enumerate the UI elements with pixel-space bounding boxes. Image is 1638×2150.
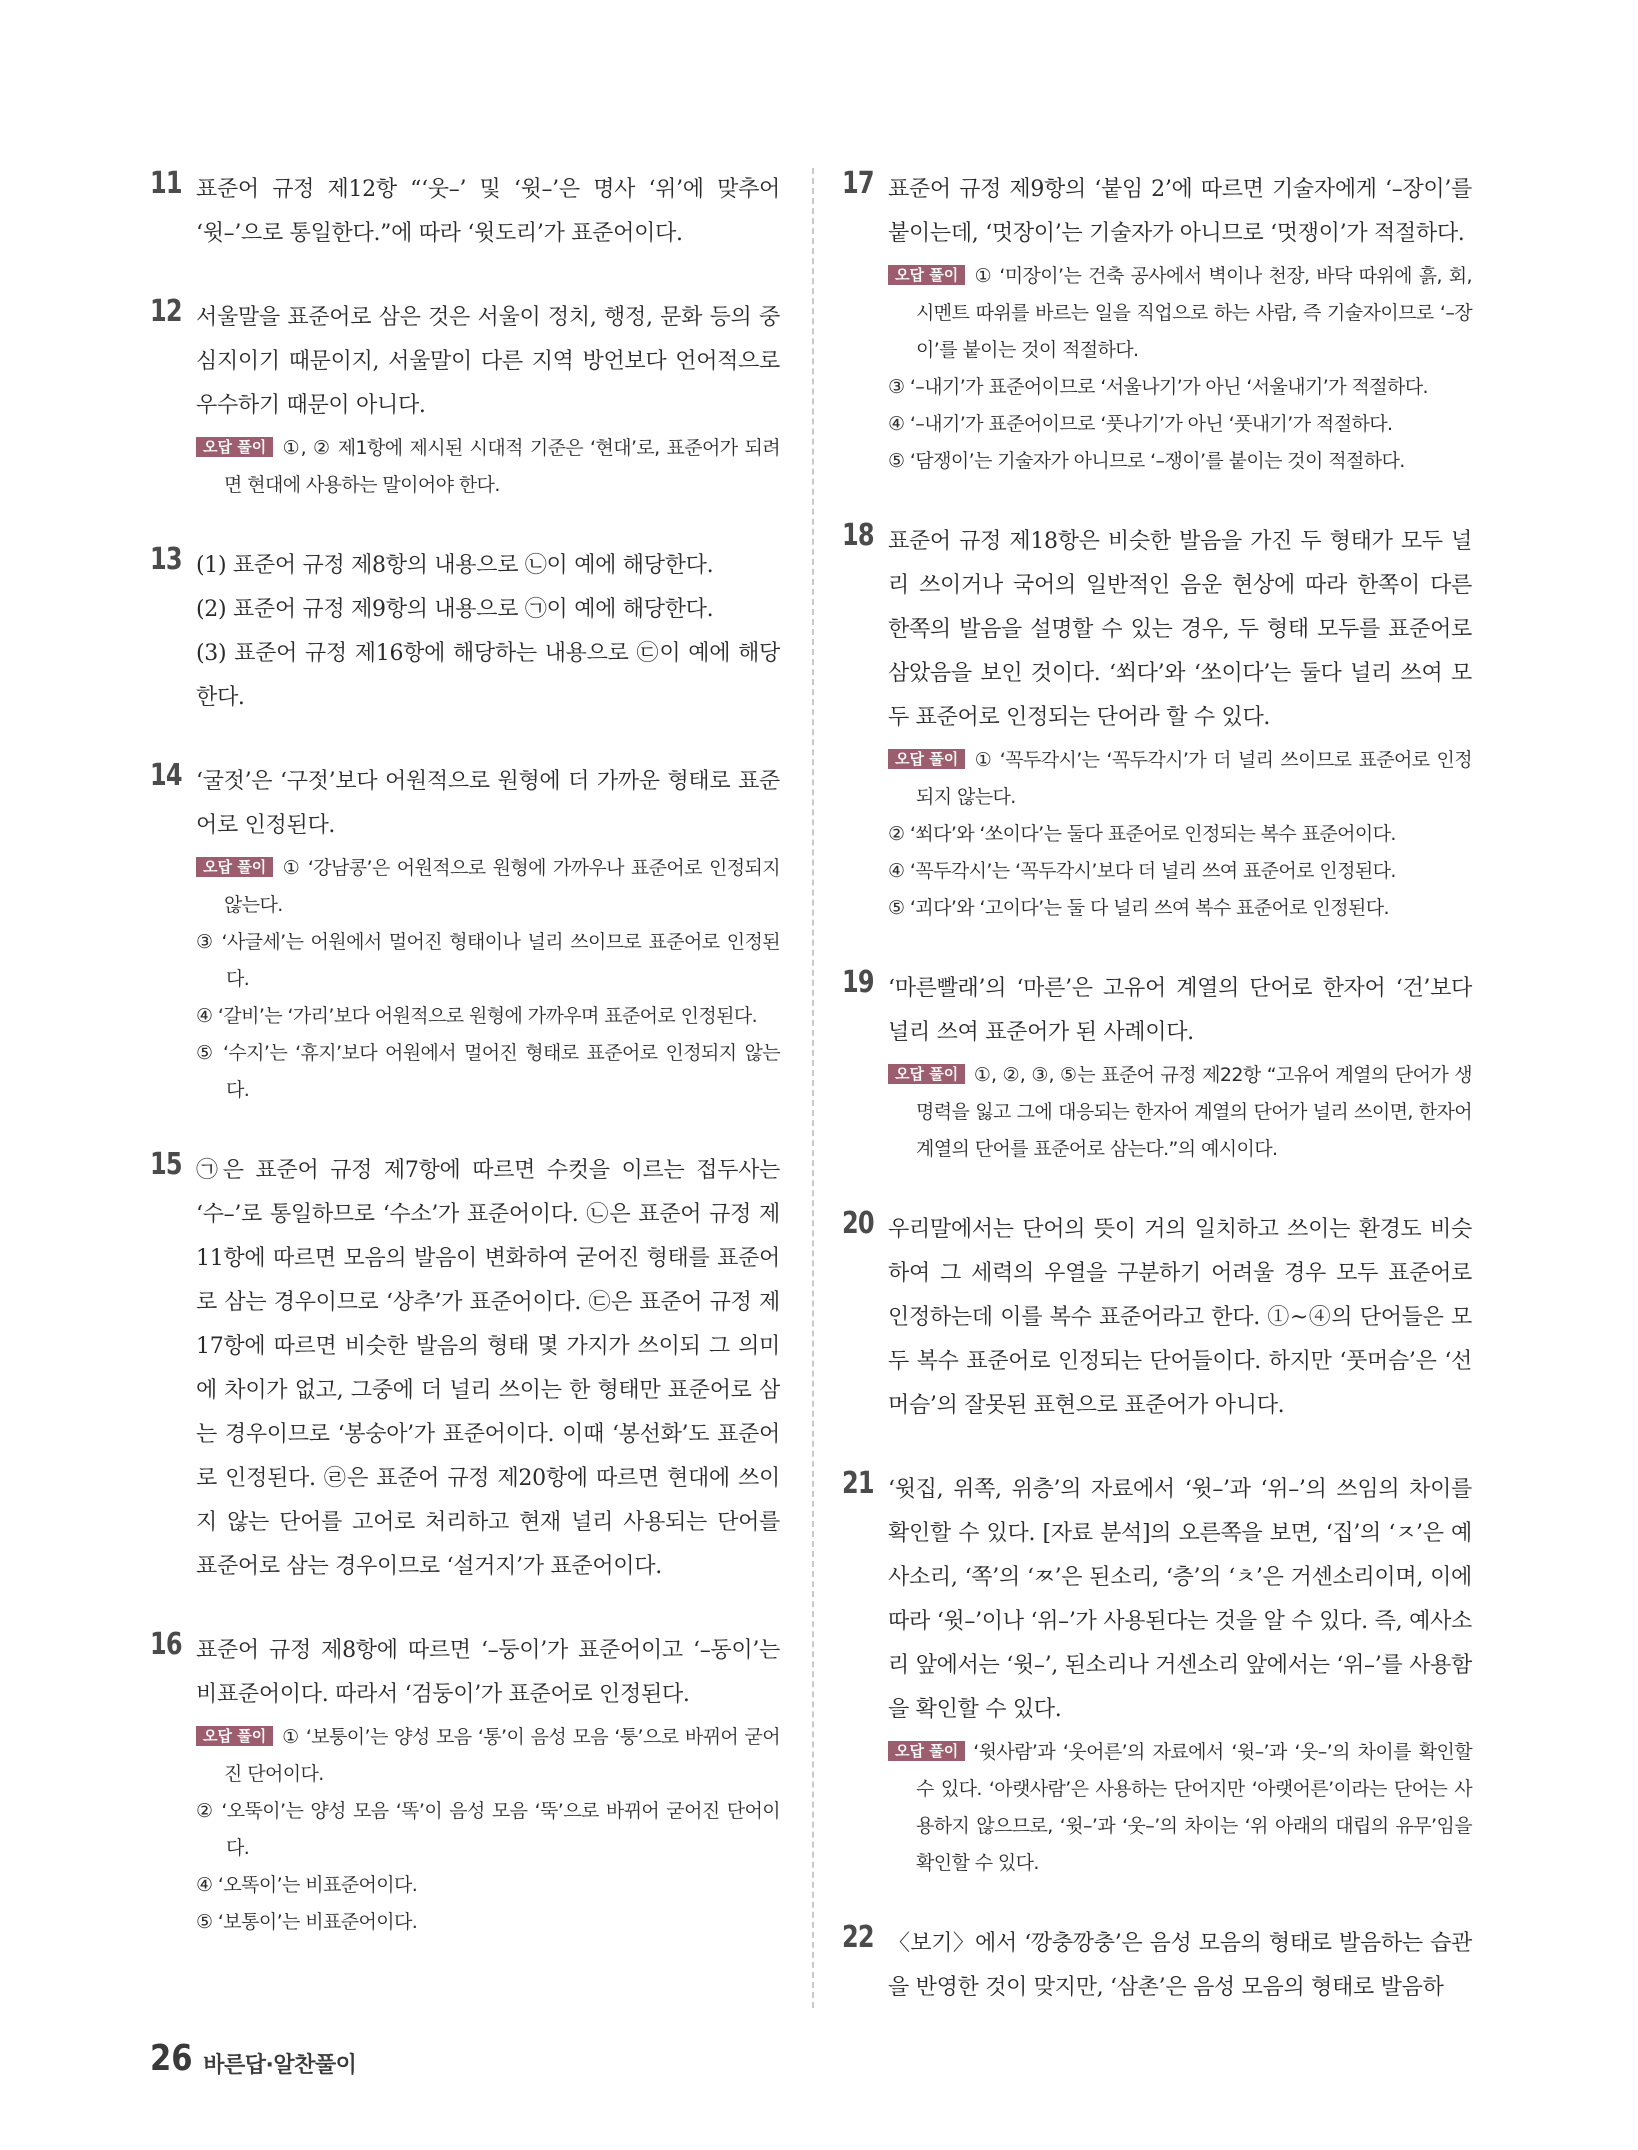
question-number: 12 bbox=[150, 294, 182, 329]
answer-text: 표준어 규정 제12항 “‘웃–’ 및 ‘윗–’은 명사 ‘위’에 맞추어 ‘윗–’으로 통일한다.”에 따라 ‘윗도리’가 표준어이다. bbox=[196, 177, 780, 246]
note-text: ④ ‘–내기’가 표준어이므로 ‘풋나기’가 아닌 ‘풋내기’가 적절하다. bbox=[888, 413, 1393, 435]
answer-text: 표준어 규정 제8항에 따르면 ‘–둥이’가 표준어이고 ‘–동이’는 비표준어이다. 따라서 ‘검둥이’가 표준어로 인정된다. bbox=[196, 1638, 780, 1707]
note-line bbox=[888, 369, 1472, 406]
answer-item-18 bbox=[842, 520, 1472, 927]
note-line bbox=[888, 1057, 1472, 1168]
note-text: ‘윗사람’과 ‘웃어른’의 자료에서 ‘윗–’과 ‘웃–’의 차이를 확인할 수 있다. ‘아랫사람’은 사용하는 단어지만 ‘아랫어른’이라는 단어는 사용하지 않으므로, ‘윗–’과 ‘웃–’의 차이는 ‘위 아래의 대립의 유무’임을 확인할 수 있다. bbox=[916, 1741, 1472, 1874]
answer-item-16 bbox=[150, 1629, 780, 1941]
answer-item-11 bbox=[150, 168, 780, 256]
wrong-answer-badge: 오답 풀이 bbox=[196, 857, 273, 877]
wrong-answer-notes bbox=[888, 258, 1472, 480]
note-text: ④ ‘오똑이’는 비표준어이다. bbox=[196, 1874, 418, 1896]
column-divider bbox=[812, 168, 814, 2008]
question-number: 16 bbox=[150, 1627, 182, 1662]
note-text: ④ ‘꼭두각시’는 ‘꼭두각시’보다 더 널리 쓰여 표준어로 인정된다. bbox=[888, 860, 1396, 882]
wrong-answer-badge: 오답 풀이 bbox=[888, 749, 965, 769]
note-text: ① ‘보퉁이’는 양성 모음 ‘통’이 음성 모음 ‘퉁’으로 바뀌어 굳어진 단어이다. bbox=[224, 1726, 780, 1785]
note-text: ⑤ ‘수지’는 ‘휴지’보다 어원에서 멀어진 형태로 표준어로 인정되지 않는다. bbox=[196, 1042, 780, 1101]
wrong-answer-notes bbox=[196, 1719, 780, 1941]
question-number: 22 bbox=[842, 1920, 874, 1955]
wrong-answer-badge: 오답 풀이 bbox=[196, 1726, 273, 1746]
answer-text: 〈보기〉에서 ‘깡충깡충’은 음성 모음의 형태로 발음하는 습관을 반영한 것이 맞지만, ‘삼촌’은 음성 모음의 형태로 발음하 bbox=[888, 1931, 1472, 2000]
answer-item-21 bbox=[842, 1468, 1472, 1882]
note-line bbox=[196, 924, 780, 998]
note-text: ⑤ ‘담쟁이’는 기술자가 아니므로 ‘–쟁이’를 붙이는 것이 적절하다. bbox=[888, 450, 1405, 472]
question-number: 21 bbox=[842, 1466, 874, 1501]
wrong-answer-notes bbox=[196, 430, 780, 504]
question-number: 17 bbox=[842, 166, 874, 201]
page-number: 26 bbox=[150, 2038, 193, 2079]
wrong-answer-notes bbox=[888, 1734, 1472, 1882]
note-line bbox=[888, 816, 1472, 853]
note-text: ① ‘강남콩’은 어원적으로 원형에 가까우나 표준어로 인정되지 않는다. bbox=[224, 857, 780, 916]
wrong-answer-notes bbox=[196, 850, 780, 1109]
answer-item-14 bbox=[150, 760, 780, 1109]
question-number: 20 bbox=[842, 1206, 874, 1241]
question-number: 19 bbox=[842, 965, 874, 1000]
answer-text: (1) 표준어 규정 제8항의 내용으로 ㉡이 예에 해당한다. (2) 표준어 규정 제9항의 내용으로 ㉠이 예에 해당한다. (3) 표준어 규정 제16항에 해당하는 내용으로 ㉢이 예에 해당한다. bbox=[196, 553, 780, 710]
note-line bbox=[888, 406, 1472, 443]
note-line bbox=[888, 258, 1472, 369]
answer-text: 서울말을 표준어로 삼은 것은 서울이 정치, 행정, 문화 등의 중심지이기 때문이지, 서울말이 다른 지역 방언보다 언어적으로 우수하기 때문이 아니다. bbox=[196, 305, 780, 418]
wrong-answer-notes bbox=[888, 1057, 1472, 1168]
note-line bbox=[888, 890, 1472, 927]
answer-item-22 bbox=[842, 1922, 1472, 2010]
question-number: 13 bbox=[150, 542, 182, 577]
answer-text: 우리말에서는 단어의 뜻이 거의 일치하고 쓰이는 환경도 비슷하여 그 세력의 우열을 구분하기 어려울 경우 모두 표준어로 인정하는데 이를 복수 표준어라고 한다. ①~④의 단어들은 모두 복수 표준어로 인정되는 단어들이다. 하지만 ‘풋머슴’은 ‘선머슴’의 잘못된 표현으로 표준어가 아니다. bbox=[888, 1217, 1472, 1418]
answer-item-20 bbox=[842, 1208, 1472, 1428]
question-number: 14 bbox=[150, 758, 182, 793]
note-text: ① ‘미장이’는 건축 공사에서 벽이나 천장, 바닥 따위에 흙, 회, 시멘트 따위를 바르는 일을 직업으로 하는 사람, 즉 기술자이므로 ‘–장이’를 붙이는 것이 적절하다. bbox=[916, 265, 1472, 361]
question-number: 15 bbox=[150, 1147, 182, 1182]
page-footer bbox=[150, 2038, 356, 2079]
note-text: ③ ‘사글세’는 어원에서 멀어진 형태이나 널리 쓰이므로 표준어로 인정된다. bbox=[196, 931, 780, 990]
wrong-answer-badge: 오답 풀이 bbox=[888, 265, 965, 285]
note-line bbox=[196, 1867, 780, 1904]
note-line bbox=[888, 443, 1472, 480]
note-line bbox=[196, 1035, 780, 1109]
note-text: ③ ‘–내기’가 표준어이므로 ‘서울나기’가 아닌 ‘서울내기’가 적절하다. bbox=[888, 376, 1428, 398]
right-column bbox=[842, 168, 1472, 2010]
footer-title: 바른답·알찬풀이 bbox=[203, 2053, 357, 2078]
note-line bbox=[196, 1719, 780, 1793]
left-column bbox=[150, 168, 780, 1941]
question-number: 11 bbox=[150, 166, 182, 201]
wrong-answer-badge: 오답 풀이 bbox=[888, 1741, 965, 1761]
answer-item-13 bbox=[150, 544, 780, 720]
note-line bbox=[196, 1793, 780, 1867]
wrong-answer-badge: 오답 풀이 bbox=[196, 437, 273, 457]
note-text: ① ‘꼭두각시’는 ‘꼭두각시’가 더 널리 쓰이므로 표준어로 인정되지 않는다. bbox=[916, 749, 1472, 808]
note-line bbox=[196, 1904, 780, 1941]
note-text: ② ‘쐬다’와 ‘쏘이다’는 둘다 표준어로 인정되는 복수 표준어이다. bbox=[888, 823, 1396, 845]
note-line bbox=[888, 1734, 1472, 1882]
answer-text: 표준어 규정 제9항의 ‘붙임 2’에 따르면 기술자에게 ‘–장이’를 붙이는데, ‘멋장이’는 기술자가 아니므로 ‘멋쟁이’가 적절하다. bbox=[888, 177, 1472, 246]
note-line bbox=[888, 742, 1472, 816]
note-text: ⑤ ‘보통이’는 비표준어이다. bbox=[196, 1911, 418, 1933]
answer-text: 표준어 규정 제18항은 비슷한 발음을 가진 두 형태가 모두 널리 쓰이거나 국어의 일반적인 음운 현상에 따라 한쪽이 다른 한쪽의 발음을 설명할 수 있는 경우, 두 형태 모두를 표준어로 삼았음을 보인 것이다. ‘쐬다’와 ‘쏘이다’는 둘다 널리 쓰여 모두 표준어로 인정되는 단어라 할 수 있다. bbox=[888, 529, 1472, 730]
question-number: 18 bbox=[842, 518, 874, 553]
answer-text: ‘굴젓’은 ‘구젓’보다 어원적으로 원형에 더 가까운 형태로 표준어로 인정된다. bbox=[196, 769, 780, 838]
note-text: ② ‘오뚝이’는 양성 모음 ‘똑’이 음성 모음 ‘뚝’으로 바뀌어 굳어진 단어이다. bbox=[196, 1800, 780, 1859]
answer-item-19 bbox=[842, 967, 1472, 1168]
wrong-answer-badge: 오답 풀이 bbox=[888, 1064, 965, 1084]
answer-text: ‘윗집, 위쪽, 위층’의 자료에서 ‘윗–’과 ‘위–’의 쓰임의 차이를 확인할 수 있다. [자료 분석]의 오른쪽을 보면, ‘집’의 ‘ㅈ’은 예사소리, ‘쪽’의 ‘ㅉ’은 된소리, ‘층’의 ‘ㅊ’은 거센소리이며, 이에 따라 ‘윗–’이나 ‘위–’가 사용된다는 것을 알 수 있다. 즉, 예사소리 앞에서는 ‘윗–’, 된소리나 거센소리 앞에서는 ‘위–’를 사용함을 확인할 수 있다. bbox=[888, 1477, 1472, 1722]
answer-text: ㉠은 표준어 규정 제7항에 따르면 수컷을 이르는 접두사는 ‘수–’로 통일하므로 ‘수소’가 표준어이다. ㉡은 표준어 규정 제11항에 따르면 모음의 발음이 변화하여 굳어진 형태를 표준어로 삼는 경우이므로 ‘상추’가 표준어이다. ㉢은 표준어 규정 제17항에 따르면 비슷한 발음의 형태 몇 가지가 쓰이되 그 의미에 차이가 없고, 그중에 더 널리 쓰이는 한 형태만 표준어로 삼는 경우이므로 ‘봉숭아’가 표준어이다. 이때 ‘봉선화’도 표준어로 인정된다. ㉣은 표준어 규정 제20항에 따르면 현대에 쓰이지 않는 단어를 고어로 처리하고 현재 널리 사용되는 단어를 표준어로 삼는 경우이므로 ‘설거지’가 표준어이다. bbox=[196, 1158, 780, 1579]
note-text: ⑤ ‘괴다’와 ‘고이다’는 둘 다 널리 쓰여 복수 표준어로 인정된다. bbox=[888, 897, 1389, 919]
note-text: ①, ②, ③, ⑤는 표준어 규정 제22항 “고유어 계열의 단어가 생명력을 잃고 그에 대응되는 한자어 계열의 단어가 널리 쓰이면, 한자어 계열의 단어를 표준어로 삼는다.”의 예시이다. bbox=[916, 1064, 1472, 1160]
answer-item-12 bbox=[150, 296, 780, 504]
answer-item-17 bbox=[842, 168, 1472, 480]
answer-text: ‘마른빨래’의 ‘마른’은 고유어 계열의 단어로 한자어 ‘건’보다 널리 쓰여 표준어가 된 사례이다. bbox=[888, 976, 1472, 1045]
note-text: ④ ‘갈비’는 ‘가리’보다 어원적으로 원형에 가까우며 표준어로 인정된다. bbox=[196, 1005, 758, 1027]
wrong-answer-notes bbox=[888, 742, 1472, 927]
note-line bbox=[888, 853, 1472, 890]
note-line bbox=[196, 850, 780, 924]
answer-item-15 bbox=[150, 1149, 780, 1589]
note-line bbox=[196, 998, 780, 1035]
note-line bbox=[196, 430, 780, 504]
note-text: ①, ② 제1항에 제시된 시대적 기준은 ‘현대’로, 표준어가 되려면 현대에 사용하는 말이어야 한다. bbox=[224, 437, 780, 496]
